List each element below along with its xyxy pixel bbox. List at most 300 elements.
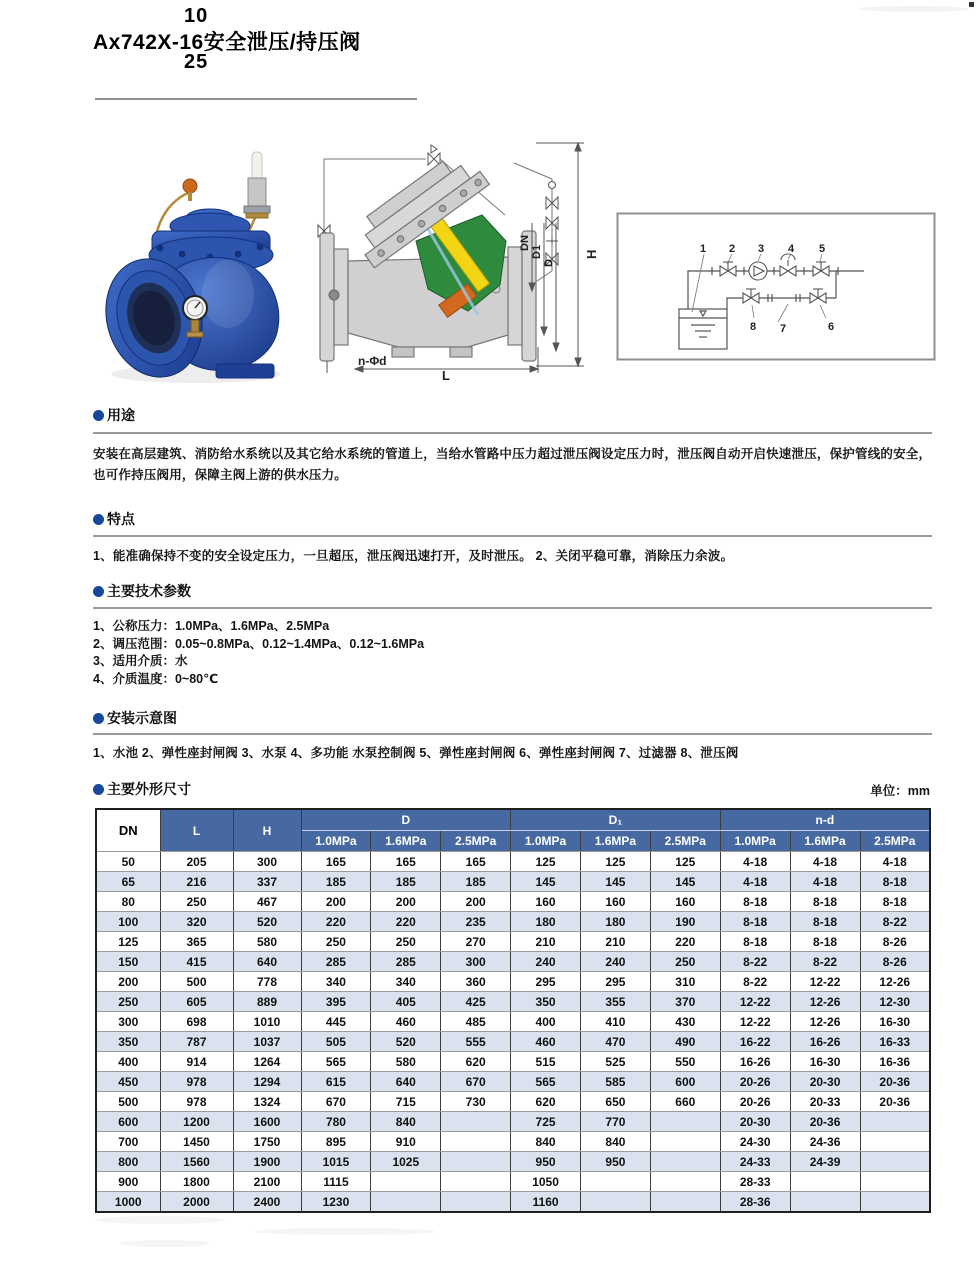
table-cell: 660	[650, 1092, 720, 1112]
table-cell: 12-26	[860, 972, 930, 992]
table-cell: 400	[511, 1012, 581, 1032]
table-cell: 670	[441, 1072, 511, 1092]
table-cell: 698	[160, 1012, 233, 1032]
table-cell: 600	[650, 1072, 720, 1092]
table-row	[96, 852, 930, 872]
table-cell: 216	[160, 872, 233, 892]
table-cell: 840	[511, 1132, 581, 1152]
table-cell: 145	[650, 872, 720, 892]
scan-smudge	[860, 6, 970, 12]
table-cell: 565	[511, 1072, 581, 1092]
table-cell: 778	[233, 972, 301, 992]
table-cell: 580	[233, 932, 301, 952]
dn-cell: 1000	[96, 1192, 160, 1213]
dn-cell: 350	[96, 1032, 160, 1052]
table-cell: 220	[301, 912, 371, 932]
table-cell: 525	[581, 1052, 651, 1072]
section-parameters-heading	[93, 581, 191, 601]
parameter-item: 4、介质温度：0~80℃	[93, 671, 219, 686]
table-row	[96, 1112, 930, 1132]
table-cell: 185	[371, 872, 441, 892]
table-cell: 2100	[233, 1172, 301, 1192]
schematic-number-7: 7	[780, 323, 787, 335]
table-cell: 16-30	[860, 1012, 930, 1032]
table-cell: 285	[301, 952, 371, 972]
table-cell: 125	[650, 852, 720, 872]
table-row	[96, 872, 930, 892]
table-cell: 555	[441, 1032, 511, 1052]
table-row	[96, 912, 930, 932]
table-cell: 430	[650, 1012, 720, 1032]
table-cell: 4-18	[720, 852, 790, 872]
schematic-number-5: 5	[819, 243, 826, 255]
pressure-header: 1.6MPa	[581, 831, 651, 852]
table-cell: 24-30	[720, 1132, 790, 1152]
table-cell: 715	[371, 1092, 441, 1112]
dn-cell: 900	[96, 1172, 160, 1192]
table-cell	[441, 1192, 511, 1213]
dim-label-d: D	[543, 259, 555, 267]
table-cell: 160	[511, 892, 581, 912]
dn-cell: 700	[96, 1132, 160, 1152]
table-cell: 240	[511, 952, 581, 972]
table-cell: 125	[581, 852, 651, 872]
table-row	[96, 952, 930, 972]
table-cell: 180	[581, 912, 651, 932]
table-cell: 20-26	[720, 1072, 790, 1092]
table-cell: 620	[441, 1052, 511, 1072]
dn-cell: 250	[96, 992, 160, 1012]
unit-note: 单位：mm	[870, 784, 930, 798]
table-cell: 8-18	[790, 892, 860, 912]
table-row	[96, 1012, 930, 1032]
table-cell: 12-26	[790, 1012, 860, 1032]
table-cell: 978	[160, 1072, 233, 1092]
table-cell: 185	[301, 872, 371, 892]
table-cell: 670	[301, 1092, 371, 1112]
table-cell: 185	[441, 872, 511, 892]
col-header-h: H	[233, 809, 301, 852]
table-cell: 8-18	[720, 892, 790, 912]
table-cell: 205	[160, 852, 233, 872]
table-cell	[650, 1132, 720, 1152]
table-row	[96, 1152, 930, 1172]
table-cell: 415	[160, 952, 233, 972]
table-cell: 730	[441, 1092, 511, 1112]
table-cell: 1025	[371, 1152, 441, 1172]
table-cell: 200	[301, 892, 371, 912]
table-cell: 950	[581, 1152, 651, 1172]
table-cell: 505	[301, 1032, 371, 1052]
table-cell: 565	[301, 1052, 371, 1072]
table-cell: 12-30	[860, 992, 930, 1012]
table-cell: 24-33	[720, 1152, 790, 1172]
table-row	[96, 892, 930, 912]
section-bullet-icon	[93, 514, 104, 525]
table-cell: 840	[581, 1132, 651, 1152]
table-cell: 180	[511, 912, 581, 932]
table-cell	[650, 1112, 720, 1132]
table-cell: 12-22	[790, 972, 860, 992]
table-cell: 337	[233, 872, 301, 892]
table-cell: 4-18	[720, 872, 790, 892]
schematic-number-1: 1	[700, 243, 707, 255]
dn-cell: 600	[96, 1112, 160, 1132]
table-cell: 1324	[233, 1092, 301, 1112]
col-header-l: L	[160, 809, 233, 852]
section-usage-rule	[93, 432, 932, 434]
table-cell: 165	[441, 852, 511, 872]
table-row	[96, 932, 930, 952]
table-row	[96, 1132, 930, 1152]
table-cell: 405	[371, 992, 441, 1012]
table-cell: 8-18	[720, 932, 790, 952]
table-cell: 190	[650, 912, 720, 932]
section-usage-heading	[93, 405, 135, 425]
table-row	[96, 1072, 930, 1092]
table-cell: 20-33	[790, 1092, 860, 1112]
table-cell	[650, 1192, 720, 1213]
table-cell: 1800	[160, 1172, 233, 1192]
table-cell: 8-26	[860, 932, 930, 952]
table-cell: 20-26	[720, 1092, 790, 1112]
table-cell: 490	[650, 1032, 720, 1052]
table-cell: 4-18	[860, 852, 930, 872]
parameters-list	[93, 618, 693, 688]
table-cell: 12-22	[720, 1012, 790, 1032]
dn-cell: 80	[96, 892, 160, 912]
dn-cell: 450	[96, 1072, 160, 1092]
table-cell: 200	[371, 892, 441, 912]
table-cell: 840	[371, 1112, 441, 1132]
table-cell: 16-30	[790, 1052, 860, 1072]
table-cell: 340	[371, 972, 441, 992]
section-installation-heading	[93, 708, 177, 728]
table-cell: 220	[371, 912, 441, 932]
group-header-d: D	[301, 809, 511, 831]
table-cell: 410	[581, 1012, 651, 1032]
table-cell: 460	[371, 1012, 441, 1032]
table-cell: 16-26	[720, 1052, 790, 1072]
dim-label-dn: DN	[519, 235, 531, 251]
table-cell: 605	[160, 992, 233, 1012]
section-features-rule	[93, 535, 932, 537]
table-cell: 1230	[301, 1192, 371, 1213]
scan-smudge	[95, 1216, 225, 1224]
dim-label-h: H	[584, 249, 599, 259]
table-cell: 725	[511, 1112, 581, 1132]
table-cell	[441, 1172, 511, 1192]
table-cell: 1560	[160, 1152, 233, 1172]
table-cell: 770	[581, 1112, 651, 1132]
dim-label-n-phi-d: n-Φd	[358, 354, 387, 368]
scan-smudge	[120, 1240, 210, 1247]
table-cell: 210	[511, 932, 581, 952]
table-cell: 8-22	[790, 952, 860, 972]
table-cell: 220	[650, 932, 720, 952]
group-header-d1: D₁	[511, 809, 721, 831]
table-cell: 235	[441, 912, 511, 932]
table-cell: 910	[371, 1132, 441, 1152]
table-cell: 1037	[233, 1032, 301, 1052]
table-row	[96, 992, 930, 1012]
schematic-number-2: 2	[729, 243, 736, 255]
col-header-dn: DN	[96, 809, 160, 852]
table-cell	[860, 1172, 930, 1192]
table-cell: 160	[650, 892, 720, 912]
section-bullet-icon	[93, 784, 104, 795]
pressure-header: 1.0MPa	[720, 831, 790, 852]
table-cell: 395	[301, 992, 371, 1012]
table-cell: 8-26	[860, 952, 930, 972]
table-cell: 20-30	[720, 1112, 790, 1132]
table-cell: 1010	[233, 1012, 301, 1032]
table-cell: 640	[233, 952, 301, 972]
table-cell: 28-33	[720, 1172, 790, 1192]
pressure-header: 1.6MPa	[790, 831, 860, 852]
table-cell: 165	[301, 852, 371, 872]
dn-cell: 200	[96, 972, 160, 992]
table-cell: 28-36	[720, 1192, 790, 1213]
table-cell: 650	[581, 1092, 651, 1112]
table-cell	[790, 1192, 860, 1213]
table-cell: 250	[301, 932, 371, 952]
section-bullet-icon	[93, 586, 104, 597]
table-cell: 615	[301, 1072, 371, 1092]
pressure-header: 1.0MPa	[511, 831, 581, 852]
group-header-nd: n-d	[720, 809, 930, 831]
dn-cell: 65	[96, 872, 160, 892]
table-cell: 470	[581, 1032, 651, 1052]
table-cell	[441, 1152, 511, 1172]
installation-schematic	[616, 212, 936, 362]
table-cell: 300	[441, 952, 511, 972]
table-cell: 300	[233, 852, 301, 872]
table-cell: 1050	[511, 1172, 581, 1192]
table-row	[96, 1172, 930, 1192]
table-cell: 12-22	[720, 992, 790, 1012]
table-cell	[860, 1152, 930, 1172]
table-cell: 165	[371, 852, 441, 872]
features-body: 1、能准确保持不变的安全设定压力，一旦超压，泄压阀迅速打开，及时泄压。 2、关闭平稳可靠，消除压力余波。	[93, 549, 734, 563]
pressure-header: 1.0MPa	[301, 831, 371, 852]
table-cell	[650, 1172, 720, 1192]
table-cell: 520	[371, 1032, 441, 1052]
table-cell: 20-36	[860, 1072, 930, 1092]
table-cell: 1160	[511, 1192, 581, 1213]
table-cell: 8-22	[860, 912, 930, 932]
table-cell	[860, 1112, 930, 1132]
table-cell: 620	[511, 1092, 581, 1112]
table-cell: 250	[160, 892, 233, 912]
table-cell: 780	[301, 1112, 371, 1132]
table-cell: 2400	[233, 1192, 301, 1213]
valve-photo	[98, 134, 294, 386]
table-header-row	[96, 809, 930, 831]
table-cell: 24-36	[790, 1132, 860, 1152]
table-cell	[860, 1132, 930, 1152]
table-cell: 950	[511, 1152, 581, 1172]
table-cell: 1900	[233, 1152, 301, 1172]
table-cell: 1115	[301, 1172, 371, 1192]
section-usage-title: 用途	[107, 407, 135, 423]
section-dimensions-title: 主要外形尺寸	[107, 781, 191, 797]
dimensions-table-body	[96, 852, 930, 1213]
table-cell: 515	[511, 1052, 581, 1072]
title-variant-top: 10	[184, 5, 209, 27]
table-cell	[441, 1112, 511, 1132]
table-cell: 585	[581, 1072, 651, 1092]
table-cell: 8-18	[720, 912, 790, 932]
table-cell: 16-26	[790, 1032, 860, 1052]
pressure-header: 2.5MPa	[860, 831, 930, 852]
section-features-heading	[93, 509, 135, 529]
table-row	[96, 1092, 930, 1112]
title-underline	[95, 98, 417, 100]
table-cell: 370	[650, 992, 720, 1012]
table-cell: 16-36	[860, 1052, 930, 1072]
table-cell: 365	[160, 932, 233, 952]
dimensions-table	[95, 808, 931, 1213]
pressure-header: 2.5MPa	[441, 831, 511, 852]
table-cell: 4-18	[790, 852, 860, 872]
table-cell: 320	[160, 912, 233, 932]
scan-smudge	[255, 1228, 435, 1235]
section-installation-rule	[93, 733, 932, 735]
table-row	[96, 1192, 930, 1213]
table-cell: 520	[233, 912, 301, 932]
table-cell: 20-30	[790, 1072, 860, 1092]
schematic-number-6: 6	[828, 321, 835, 333]
dn-cell: 150	[96, 952, 160, 972]
table-cell: 250	[650, 952, 720, 972]
section-parameters-rule	[93, 607, 932, 609]
table-cell: 20-36	[790, 1112, 860, 1132]
page-title: Ax742X-16安全泄压/持压阀	[93, 31, 361, 54]
dn-cell: 300	[96, 1012, 160, 1032]
table-cell	[371, 1192, 441, 1213]
table-cell: 1264	[233, 1052, 301, 1072]
table-cell	[581, 1172, 651, 1192]
parameter-item: 3、适用介质：水	[93, 654, 188, 668]
schematic-number-8: 8	[750, 321, 757, 333]
table-cell	[371, 1172, 441, 1192]
dn-cell: 400	[96, 1052, 160, 1072]
table-cell: 16-22	[720, 1032, 790, 1052]
section-parameters-title: 主要技术参数	[107, 583, 191, 599]
table-row	[96, 972, 930, 992]
table-cell: 485	[441, 1012, 511, 1032]
table-cell: 8-18	[860, 892, 930, 912]
dn-cell: 500	[96, 1092, 160, 1112]
table-cell: 550	[650, 1052, 720, 1072]
table-cell: 145	[511, 872, 581, 892]
section-installation-title: 安装示意图	[107, 710, 177, 726]
schematic-number-3: 3	[758, 243, 765, 255]
parameter-item: 1、公称压力：1.0MPa、1.6MPa、2.5MPa	[93, 619, 330, 633]
table-cell: 16-33	[860, 1032, 930, 1052]
table-cell: 8-22	[720, 972, 790, 992]
dim-label-d1: D1	[531, 244, 543, 259]
dn-cell: 50	[96, 852, 160, 872]
table-cell: 270	[441, 932, 511, 952]
table-cell: 340	[301, 972, 371, 992]
table-cell: 914	[160, 1052, 233, 1072]
table-cell: 640	[371, 1072, 441, 1092]
table-cell: 425	[441, 992, 511, 1012]
table-cell: 295	[581, 972, 651, 992]
table-cell	[860, 1192, 930, 1213]
parameter-item: 2、调压范围：0.05~0.8MPa、0.12~1.4MPa、0.12~1.6MPa	[93, 636, 425, 651]
table-cell	[650, 1152, 720, 1172]
table-cell: 500	[160, 972, 233, 992]
table-cell: 355	[581, 992, 651, 1012]
table-cell: 895	[301, 1132, 371, 1152]
table-cell: 1200	[160, 1112, 233, 1132]
usage-body: 安装在高层建筑、消防给水系统以及其它给水系统的管道上，当给水管路中压力超过泄压阀设定压力时，泄压阀自动开启快速泄压，保护管线的安全，也可作持压阀用，保障主阀上游的供水压力。	[93, 447, 932, 482]
section-dimensions-heading	[93, 779, 191, 799]
table-cell: 467	[233, 892, 301, 912]
table-cell	[581, 1192, 651, 1213]
table-cell: 160	[581, 892, 651, 912]
dn-cell: 800	[96, 1152, 160, 1172]
dn-cell: 100	[96, 912, 160, 932]
table-cell: 295	[511, 972, 581, 992]
table-cell: 8-22	[720, 952, 790, 972]
table-cell: 210	[581, 932, 651, 952]
table-cell: 200	[441, 892, 511, 912]
table-cell: 310	[650, 972, 720, 992]
table-cell: 24-39	[790, 1152, 860, 1172]
dim-label-l: L	[442, 368, 450, 381]
table-cell: 1015	[301, 1152, 371, 1172]
table-cell: 125	[511, 852, 581, 872]
table-cell: 1600	[233, 1112, 301, 1132]
table-cell: 2000	[160, 1192, 233, 1213]
table-cell: 4-18	[790, 872, 860, 892]
table-cell: 978	[160, 1092, 233, 1112]
table-cell: 889	[233, 992, 301, 1012]
table-cell: 240	[581, 952, 651, 972]
table-cell: 8-18	[790, 912, 860, 932]
table-cell: 445	[301, 1012, 371, 1032]
section-bullet-icon	[93, 410, 104, 421]
table-cell: 580	[371, 1052, 441, 1072]
table-cell: 145	[581, 872, 651, 892]
pressure-header: 1.6MPa	[371, 831, 441, 852]
table-cell: 285	[371, 952, 441, 972]
installation-legend: 1、水池 2、弹性座封闸阀 3、水泵 4、多功能 水泵控制阀 5、弹性座封闸阀 6、弹性座封闸阀 7、过滤器 8、泄压阀	[93, 746, 739, 760]
section-features-title: 特点	[107, 511, 135, 527]
table-cell: 1294	[233, 1072, 301, 1092]
table-cell: 12-26	[790, 992, 860, 1012]
dn-cell: 125	[96, 932, 160, 952]
table-cell: 350	[511, 992, 581, 1012]
table-cell: 20-36	[860, 1092, 930, 1112]
section-bullet-icon	[93, 713, 104, 724]
table-row	[96, 1032, 930, 1052]
table-cell: 8-18	[860, 872, 930, 892]
table-cell: 250	[371, 932, 441, 952]
table-cell: 1450	[160, 1132, 233, 1152]
schematic-number-4: 4	[788, 243, 795, 255]
table-cell: 460	[511, 1032, 581, 1052]
table-cell: 787	[160, 1032, 233, 1052]
pressure-header: 2.5MPa	[650, 831, 720, 852]
table-cell: 8-18	[790, 932, 860, 952]
table-cell	[441, 1132, 511, 1152]
table-cell: 1750	[233, 1132, 301, 1152]
